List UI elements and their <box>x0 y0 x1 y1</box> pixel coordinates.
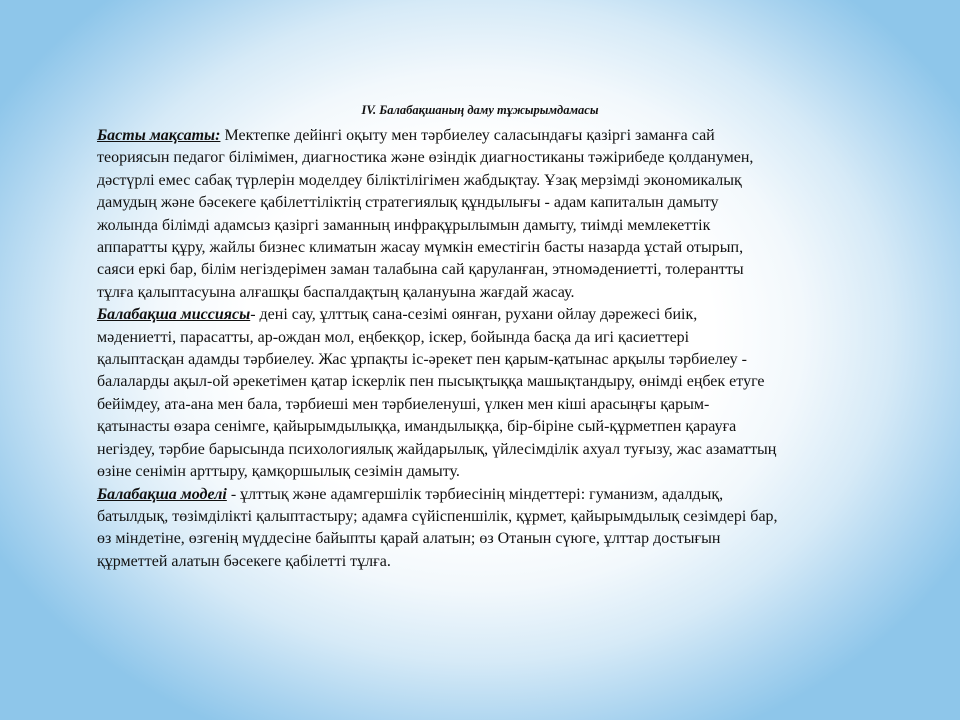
section-model-label: Балабақша моделі <box>97 485 227 503</box>
section-mission-text: - дені сау, ұлттық сана-сезімі оянған, рухани ойлау дәрежесі биік, <box>250 306 698 324</box>
section-mission-line: қалыптасқан адамды тәрбиелеу. Жас ұрпақты іс-әрекет пен қарым-қатынас арқылы тәрбиелеу - <box>97 351 747 369</box>
body-text <box>97 125 897 573</box>
section-goal-label: Басты мақсаты: <box>97 127 221 144</box>
section-model-line: өз міндетіне, өзгенің мүддесіне байыпты қарай алатын; өз Отанын сүюге, ұлттар достығын <box>97 530 721 548</box>
section-goal-line: теориясын педагог білімімен, диагностика және өзіндік диагностиканы тәжірибеде қолданумен, <box>97 149 754 167</box>
section-mission-label: Балабақша миссиясы <box>97 306 251 324</box>
section-model-line-1 <box>97 484 897 506</box>
section-goal-line: жолында білімді адамсыз қазіргі заманның инфрақұрылымын дамыту, тиімді мемлекеттік <box>97 216 711 234</box>
section-goal-line-1 <box>97 125 897 147</box>
section-mission-line: мәдениетті, парасатты, ар-ождан мол, еңбекқор, іскер, бойында басқа да игі қасиеттері <box>97 328 690 346</box>
section-mission-line: балаларды ақыл-ой әрекетімен қатар іскерлік пен пысықтыққа машықтандыру, өнімді еңбек етуге <box>97 373 765 391</box>
section-mission-line: негіздеу, тәрбие барысында психологиялық жайдарылық, үйлесімділік ахуал туғызу, жас азаматтың <box>97 440 777 458</box>
section-goal-text: Мектепке дейінгі оқыту мен тәрбиелеу саласындағы қазіргі заманға сай <box>220 127 715 144</box>
section-goal-line: саяси еркі бар, білім негіздерімен заман талабына сай қаруланған, этномәдениетті, толерантты <box>97 261 744 279</box>
section-mission-line: бейімдеу, ата-ана мен бала, тәрбиеші мен тәрбиеленуші, үлкен мен кіші арасыңғы қарым- <box>97 395 710 413</box>
section-model-line: батылдық, төзімділікті қалыптастыру; адамға сүйіспеншілік, құрмет, қайырымдылық сезімдері бар, <box>97 507 778 525</box>
section-model-line: құрметтей алатын бәсекеге қабілетті тұлға. <box>97 552 391 570</box>
section-goal-line: тұлға қалыптасуына алғашқы баспалдақтың қалануына жағдай жасау. <box>97 283 575 301</box>
section-mission-line-1 <box>97 304 897 326</box>
section-mission-line: қатынасты өзара сенімге, қайырымдылыққа, имандылыққа, бір-біріне сый-құрметпен қарауға <box>97 418 737 436</box>
section-goal-line: аппаратты құру, жайлы бизнес климатын жасау мүмкін еместігін басты назарда ұстай отырып, <box>97 239 744 257</box>
slide-heading: IV. Балабақшаның даму тұжырымдамасы <box>361 103 599 117</box>
section-mission-line: өзіне сенімін арттыру, қамқоршылық сезімін дамыту. <box>97 463 460 481</box>
section-goal-line: дамудың және бәсекеге қабілеттіліктің стратегиялық құндылығы - адам капиталын дамыту <box>97 194 719 212</box>
section-model-text: - ұлттық және адамгершілік тәрбиесінің міндеттері: гуманизм, адалдық, <box>226 485 724 503</box>
section-goal-line: дәстүрлі емес сабақ түрлерін моделдеу біліктілігімен жабдықтау. Ұзақ мерзімді экономикалық <box>97 171 742 189</box>
